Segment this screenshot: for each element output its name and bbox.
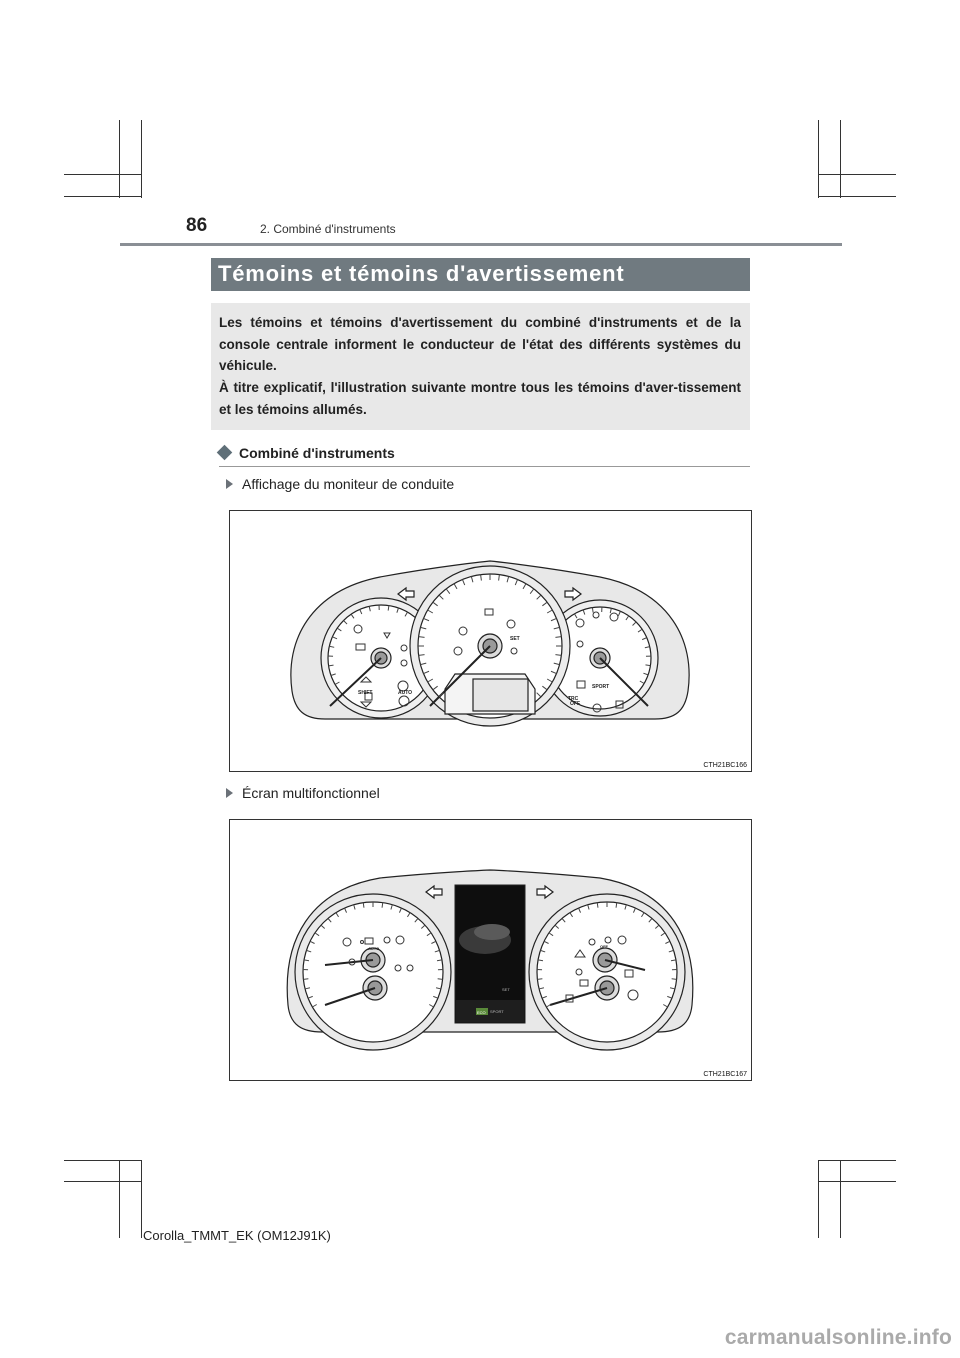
page-number: 86	[186, 215, 208, 236]
watermark: carmanualsonline.info	[724, 1326, 952, 1349]
crop-mark	[818, 1160, 896, 1161]
gauge-tick	[363, 903, 364, 908]
intro-paragraph-1: Les témoins et témoins d'avertissement du combiné d'instruments et de la console centrale informent le conducteur de l'état des différents systèmes du véhicule.	[219, 315, 741, 373]
section-heading	[219, 445, 395, 461]
crop-mark	[818, 174, 896, 175]
gauge-tick	[303, 979, 308, 980]
diamond-bullet-icon	[217, 445, 233, 461]
sport-label: SPORT	[592, 684, 610, 690]
figure-caption-text: Écran multifonctionnel	[242, 785, 380, 801]
intro-box	[211, 303, 750, 430]
instrument-cluster-illustration	[230, 820, 751, 1080]
crop-mark	[64, 1160, 142, 1161]
chapter-title: 2. Combiné d'instruments	[260, 222, 396, 236]
crop-mark	[818, 1160, 819, 1238]
figure-code: CTH21BC167	[703, 1071, 747, 1078]
auto-label: AUTO	[398, 690, 413, 696]
figure-multi-info-display	[229, 819, 752, 1081]
crop-mark	[64, 174, 142, 175]
gauge-tick	[616, 903, 617, 908]
triangle-bullet-icon	[226, 479, 233, 489]
figure-caption	[226, 476, 454, 492]
figure-driving-monitor	[229, 510, 752, 772]
gauge-tick	[597, 903, 598, 908]
crop-mark	[119, 120, 120, 198]
instrument-cluster-illustration	[230, 511, 751, 771]
sport-label: SPORT	[490, 1009, 504, 1014]
gauge-tick	[672, 979, 677, 980]
crop-mark	[141, 1160, 142, 1238]
gauge-tick	[438, 979, 443, 980]
gauge-tick	[537, 979, 542, 980]
footer-model-code: Corolla_TMMT_EK (OM12J91K)	[143, 1228, 331, 1243]
gauge-tick	[382, 903, 383, 908]
crop-mark	[818, 196, 896, 197]
auto-label: AUTO	[368, 946, 380, 951]
eco-label: ECO	[477, 1010, 486, 1015]
crop-mark	[818, 1181, 896, 1182]
crop-mark	[141, 120, 142, 198]
figure-code: CTH21BC166	[703, 762, 747, 769]
section-rule	[219, 466, 750, 467]
set-label: SET	[502, 987, 510, 992]
crop-mark	[840, 120, 841, 198]
header-rule	[120, 243, 842, 246]
page-title: Témoins et témoins d'avertissement	[218, 261, 625, 286]
figure-caption	[226, 785, 380, 801]
crop-mark	[840, 1160, 841, 1238]
section-title-bar	[211, 258, 750, 291]
off-label: OFF	[600, 944, 608, 949]
off-label: OFF	[570, 701, 580, 707]
crop-mark	[818, 120, 819, 198]
set-label: SET	[510, 636, 520, 642]
crop-mark	[64, 196, 142, 197]
intro-paragraph-2: À titre explicatif, l'illustration suivante montre tous les témoins d'aver-tissement et les témoins allumés.	[219, 380, 741, 417]
trc-label: TRC	[568, 696, 579, 702]
crop-mark	[64, 1181, 142, 1182]
section-heading-text: Combiné d'instruments	[239, 445, 395, 461]
figure-caption-text: Affichage du moniteur de conduite	[242, 476, 455, 492]
triangle-bullet-icon	[226, 788, 233, 798]
shift-label: SHIFT	[358, 690, 373, 696]
crop-mark	[119, 1160, 120, 1238]
